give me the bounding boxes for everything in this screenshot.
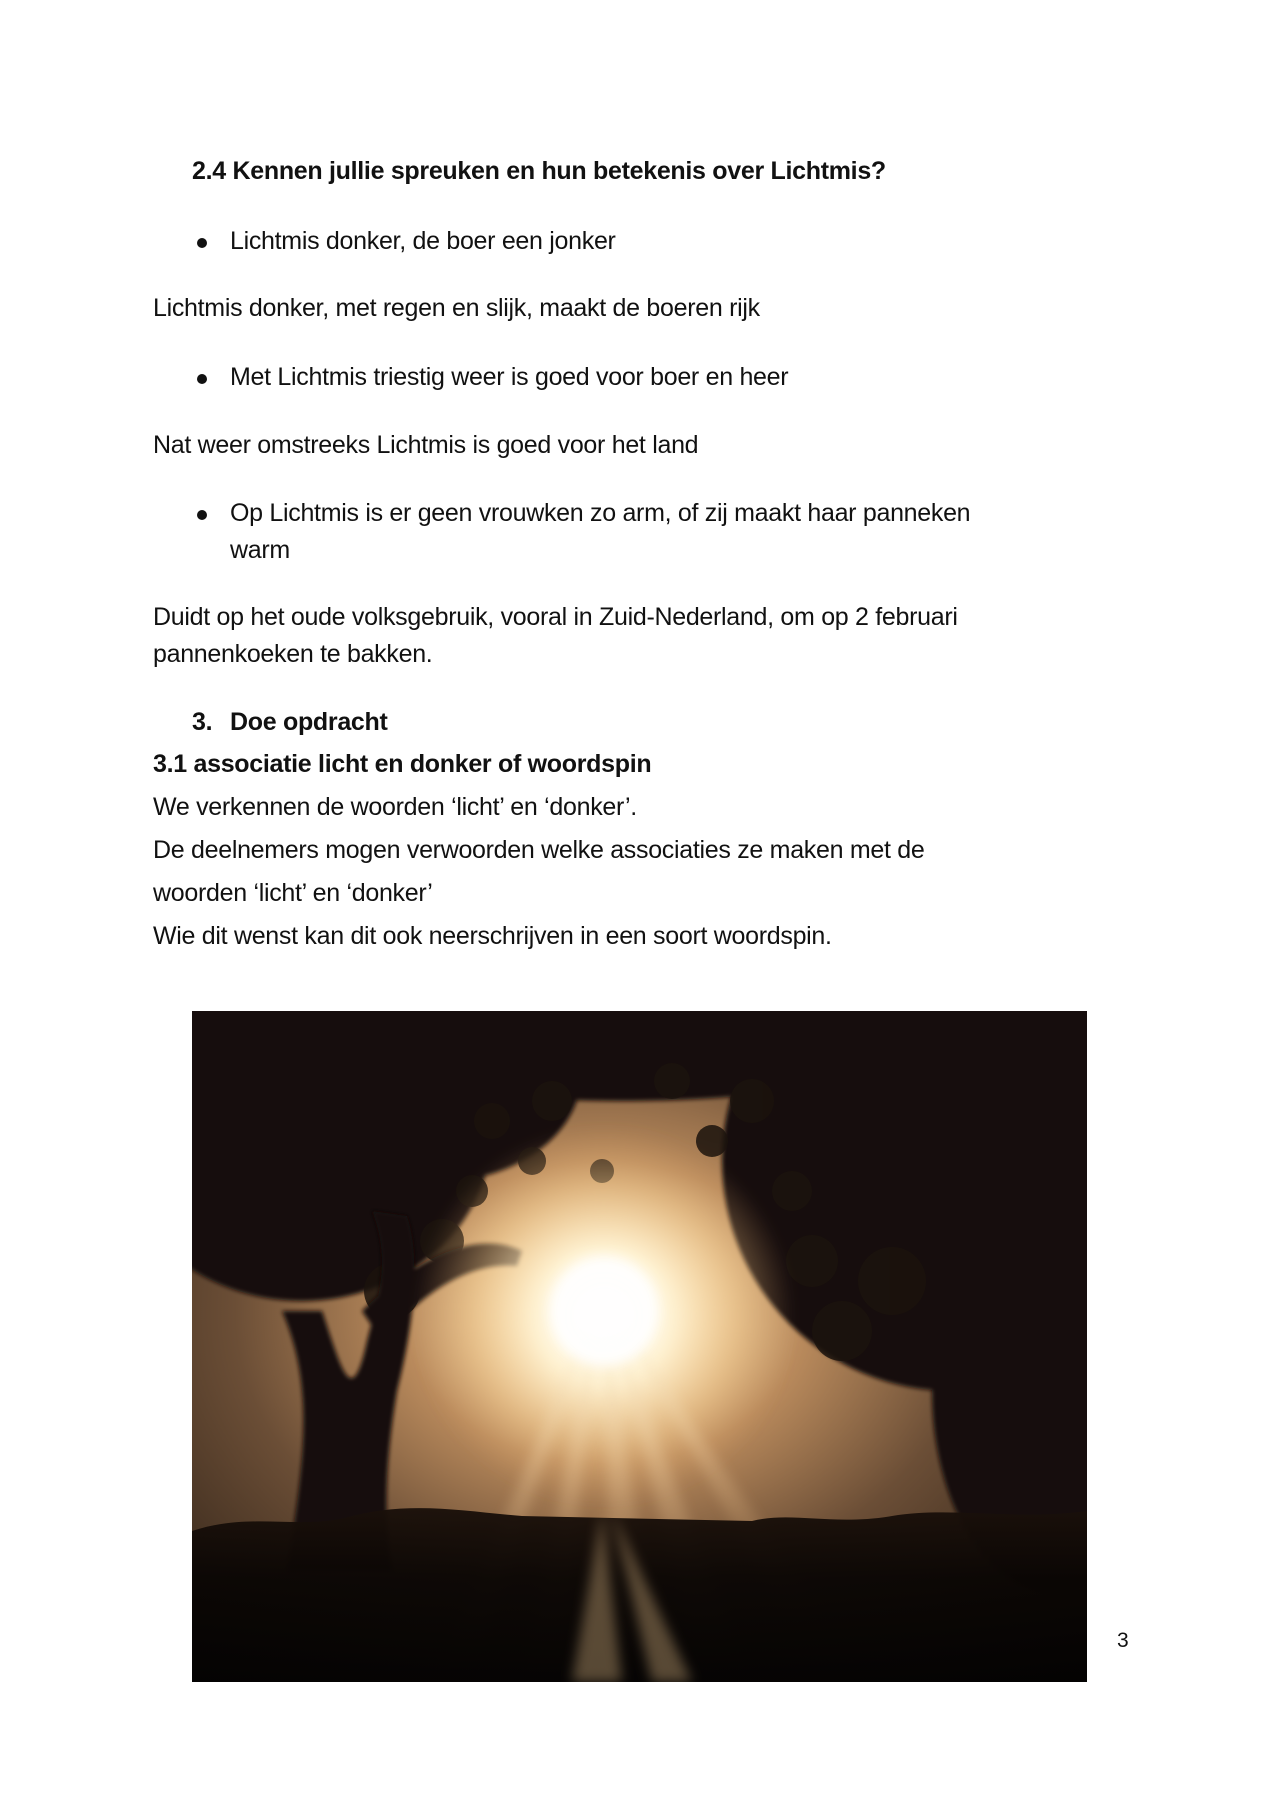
bullet-icon — [197, 238, 207, 248]
saying-1: Lichtmis donker, de boer een jonker — [230, 227, 616, 255]
saying-3-meaning-line-1: Duidt op het oude volksgebruik, vooral in Zuid-Nederland, om op 2 februari — [153, 603, 958, 631]
saying-1-meaning: Lichtmis donker, met regen en slijk, maakt de boeren rijk — [153, 294, 760, 322]
saying-2: Met Lichtmis triestig weer is goed voor boer en heer — [230, 363, 789, 391]
heading-2-4: 2.4 Kennen jullie spreuken en hun betekenis over Lichtmis? — [192, 157, 886, 185]
bullet-icon — [197, 374, 207, 384]
paragraph-3-1-line-1: We verkennen de woorden ‘licht’ en ‘donker’. — [153, 793, 637, 821]
section-3-title: Doe opdracht — [230, 708, 388, 736]
saying-2-meaning: Nat weer omstreeks Lichtmis is goed voor het land — [153, 431, 699, 459]
bullet-icon — [197, 510, 207, 520]
sunlight-tree-photo — [192, 1011, 1087, 1682]
paragraph-3-1-line-4: Wie dit wenst kan dit ook neerschrijven in een soort woordspin. — [153, 922, 832, 950]
sunburst-image — [192, 1011, 1087, 1682]
paragraph-3-1-line-2: De deelnemers mogen verwoorden welke associaties ze maken met de — [153, 836, 925, 864]
saying-3-line-2: warm — [230, 536, 290, 564]
saying-3-line-1: Op Lichtmis is er geen vrouwken zo arm, of zij maakt haar panneken — [230, 499, 971, 527]
section-3-number: 3. — [192, 708, 213, 736]
page-number: 3 — [1117, 1629, 1129, 1652]
heading-3-1: 3.1 associatie licht en donker of woordspin — [153, 750, 652, 778]
paragraph-3-1-line-3: woorden ‘licht’ en ‘donker’ — [153, 879, 433, 907]
saying-3-meaning-line-2: pannenkoeken te bakken. — [153, 640, 433, 668]
